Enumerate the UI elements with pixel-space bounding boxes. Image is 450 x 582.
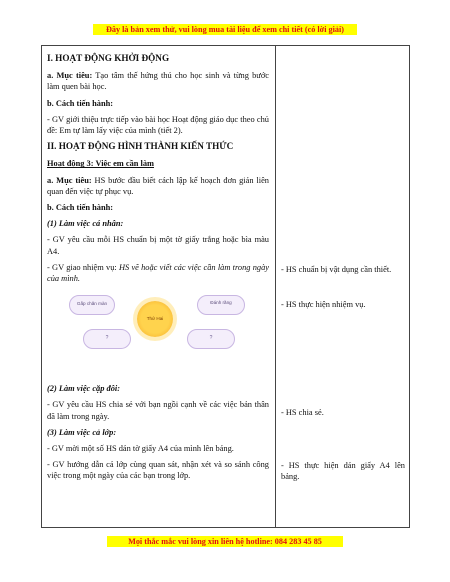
cloud-task-1-label: Gấp chăn màn <box>76 301 108 307</box>
preview-notice-banner: Đây là bản xem thử, vui lòng mua tài liệu để xem chi tiết (có lời giải) <box>93 24 357 35</box>
section-1-title: I. HOẠT ĐỘNG KHỞI ĐỘNG <box>47 53 170 63</box>
cloud-task-3 <box>83 329 131 349</box>
procedure-2-heading: b. Cách tiến hành: <box>47 203 114 213</box>
procedure-1-heading: b. Cách tiến hành: <box>47 98 114 108</box>
teacher-share-request: - GV yêu cầu HS chia sẻ với bạn ngồi cạnh về các việc bản thân đã làm trong ngày. <box>47 400 269 421</box>
activity-3-title: Hoạt động 3: Việc em cần làm <box>47 159 155 169</box>
objective-2-text: HS bước đầu biết cách lập kế hoạch đơn giản liên quan đến việc tự phục vụ. <box>47 175 269 196</box>
sun-label: Thứ Hai <box>146 316 164 322</box>
objective-1-text: Tạo tâm thế hứng thú cho học sinh và từng bước làm quen bài học. <box>47 71 269 92</box>
teacher-intro-text: - GV giới thiệu trực tiếp vào bài học Hoạt động giáo dục theo chủ đề: Em tự làm lấy việc của mình (tiết 2). <box>47 114 269 136</box>
student-paste-text: - HS thực hiện dán giấy A4 lên bảng. <box>281 461 405 482</box>
student-share-text: - HS chia sẻ. <box>281 408 324 417</box>
teacher-invite-text: - GV mời một số HS dán tờ giấy A4 của mình lên bảng. <box>47 444 234 454</box>
assign-task-prefix: - GV giao nhiệm vụ: <box>47 262 119 272</box>
teacher-guide-text: - GV hướng dẫn cả lớp cùng quan sát, nhận xét và so sánh công việc trong một ngày của các bạn trong lớp. <box>47 460 269 481</box>
objective-2 <box>47 175 269 197</box>
cloud-task-3-label: ? <box>105 335 109 342</box>
cloud-task-1 <box>69 295 115 315</box>
daily-tasks-illustration <box>47 289 269 351</box>
cloud-task-4 <box>187 329 235 349</box>
cloud-task-4-label: ? <box>209 335 213 342</box>
student-perform-text: - HS thực hiện nhiệm vụ. <box>281 300 366 309</box>
cloud-task-2 <box>197 295 245 315</box>
lesson-plan-table <box>41 45 410 528</box>
objective-1 <box>47 70 269 92</box>
individual-work-heading: (1) Làm việc cá nhân: <box>47 219 124 229</box>
hotline-banner: Mọi thắc mắc vui lòng xin liên hệ hotline: 084 283 45 85 <box>107 536 343 547</box>
column-divider <box>275 46 276 527</box>
teacher-activities-column <box>47 53 269 487</box>
class-work-heading: (3) Làm việc cả lớp: <box>47 427 117 437</box>
section-2-title: II. HOẠT ĐỘNG HÌNH THÀNH KIẾN THỨC <box>47 141 234 152</box>
pair-work-heading: (2) Làm việc cặp đôi: <box>47 384 121 394</box>
cloud-task-2-label: Đánh răng <box>210 300 232 306</box>
sun-icon <box>137 301 173 337</box>
objective-1-label: a. Mục tiêu: <box>47 71 93 81</box>
student-prepare-text: - HS chuẩn bị vật dụng cần thiết. <box>281 265 392 274</box>
assign-task-italic: HS vẽ hoặc viết các việc cần làm trong ngày của mình. <box>47 262 269 284</box>
objective-2-label: a. Mục tiêu: <box>47 175 92 185</box>
teacher-assign-task <box>47 262 269 284</box>
teacher-paper-request: - GV yêu cầu mỗi HS chuẩn bị một tờ giấy trắng hoặc bìa màu A4. <box>47 235 269 256</box>
